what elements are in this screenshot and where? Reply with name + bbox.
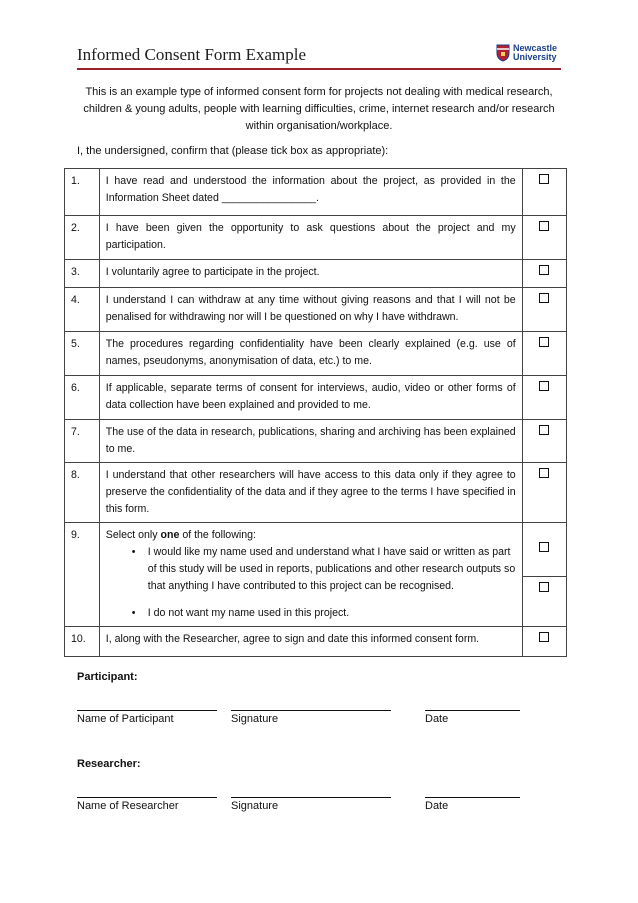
item-number: 3.: [65, 260, 100, 288]
tick-checkbox[interactable]: [539, 337, 549, 347]
participant-name-line[interactable]: [77, 710, 217, 711]
tick-checkbox[interactable]: [539, 174, 549, 184]
option-name-not-used: • I do not want my name used in this project.: [136, 605, 516, 622]
crest-icon: [496, 44, 510, 62]
table-row: [65, 332, 567, 376]
researcher-name-line[interactable]: [77, 797, 217, 798]
item-number: 8.: [65, 463, 100, 523]
confirm-statement: I, the undersigned, confirm that (please tick box as appropriate):: [77, 145, 389, 157]
researcher-heading: Researcher:: [77, 758, 141, 770]
researcher-date-label: Date: [425, 800, 449, 812]
item-statement: I have been given the opportunity to ask questions about the project and my participation.: [99, 216, 522, 260]
tick-checkbox[interactable]: [539, 293, 549, 303]
item-number: 6.: [65, 376, 100, 420]
tick-checkbox[interactable]: [539, 381, 549, 391]
page-header: [77, 40, 561, 72]
option-name-used: • I would like my name used and understand what I have said or written as part of this study will be used in reports, publications and other research outputs so that anything I have contributed to this project can be recognised.: [136, 544, 516, 595]
table-row: [65, 376, 567, 420]
item-statement: I understand that other researchers will have access to this data only if they agree to preserve the confidentiality of the data and if they agree to the terms I have specified in this form.: [99, 463, 522, 523]
header-divider: [77, 68, 561, 70]
item-statement: I, along with the Researcher, agree to sign and date this informed consent form.: [99, 627, 522, 657]
item-statement: I understand I can withdraw at any time without giving reasons and that I will not be penalised for withdrawing nor will I be questioned on why I have withdrawn.: [99, 288, 522, 332]
participant-signature-label: Signature: [231, 713, 279, 725]
item-number: 2.: [65, 216, 100, 260]
table-row: [65, 523, 567, 577]
researcher-signature-line[interactable]: [231, 797, 391, 798]
table-row: [65, 288, 567, 332]
table-row: [65, 260, 567, 288]
consent-table: [64, 168, 567, 657]
researcher-name-label: Name of Researcher: [77, 800, 179, 812]
tick-checkbox[interactable]: [539, 542, 549, 552]
table-row: [65, 216, 567, 260]
item-statement: The procedures regarding confidentiality have been clearly explained (e.g. use of names, pseudonyms, anonymisation of data, etc.) to me.: [99, 332, 522, 376]
logo-line-2: University: [512, 52, 557, 62]
item-number: 10.: [65, 627, 100, 657]
logo-line-1: Newcastle: [512, 43, 557, 53]
tick-checkbox[interactable]: [539, 468, 549, 478]
tick-checkbox[interactable]: [539, 582, 549, 592]
item-statement: I voluntarily agree to participate in the project.: [99, 260, 522, 288]
tick-checkbox[interactable]: [539, 221, 549, 231]
table-row: [65, 169, 567, 216]
tick-checkbox[interactable]: [539, 632, 549, 642]
item-number: 9.: [65, 523, 100, 627]
table-row: [65, 463, 567, 523]
table-row: [65, 627, 567, 657]
tick-checkbox[interactable]: [539, 425, 549, 435]
item-statement: [99, 523, 522, 627]
item-number: 5.: [65, 332, 100, 376]
researcher-signature-label: Signature: [231, 800, 279, 812]
page-title: Informed Consent Form Example: [77, 45, 306, 64]
item-number: 1.: [65, 169, 100, 216]
participant-name-label: Name of Participant: [77, 713, 174, 725]
table-row: [65, 420, 567, 463]
intro-paragraph: This is an example type of informed consent form for projects not dealing with medical research, children & young adults, people with learning difficulties, crime, internet research and/or research within organisation/workplace.: [83, 86, 555, 132]
item-statement: I have read and understood the information about the project, as provided in the Information Sheet dated ________________.: [99, 169, 522, 216]
university-logo: [496, 40, 557, 66]
item-statement: The use of the data in research, publications, sharing and archiving has been explained to me.: [99, 420, 522, 463]
option-lead: Select only one of the following:: [105, 529, 256, 541]
item-statement: If applicable, separate terms of consent for interviews, audio, video or other forms of data collection have been explained and provided to me.: [99, 376, 522, 420]
item-number: 4.: [65, 288, 100, 332]
tick-checkbox[interactable]: [539, 265, 549, 275]
item-number: 7.: [65, 420, 100, 463]
participant-date-line[interactable]: [425, 710, 520, 711]
participant-heading: Participant:: [77, 671, 138, 683]
researcher-date-line[interactable]: [425, 797, 520, 798]
participant-date-label: Date: [425, 713, 449, 725]
participant-signature-line[interactable]: [231, 710, 391, 711]
